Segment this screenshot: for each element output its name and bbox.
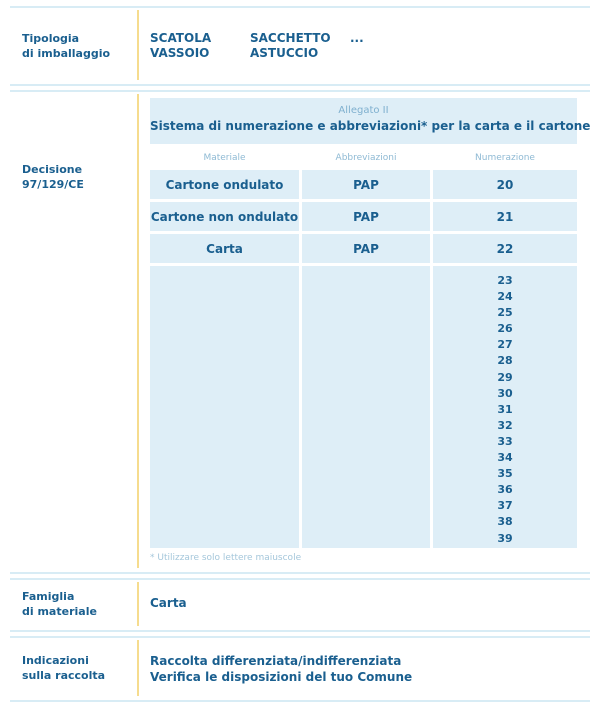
abbreviation-cell: PAP	[302, 170, 430, 199]
row-divider	[10, 636, 590, 638]
number-item: 23	[497, 274, 513, 287]
number-item: 39	[497, 531, 513, 545]
number-cell: 21	[433, 202, 577, 231]
number-item: 25	[497, 306, 513, 320]
number-item: 30	[497, 386, 513, 400]
tipologia-label: Tipologia di imballaggio	[22, 32, 111, 60]
material-cell: Cartone ondulato	[150, 170, 299, 199]
column-divider	[137, 10, 139, 80]
abbreviation-cell: PAP	[302, 202, 430, 231]
column-divider	[137, 582, 139, 626]
column-header-abbreviazioni: Abbreviazioni	[335, 153, 397, 163]
packaging-type-more: ...	[350, 31, 364, 45]
number-item: 36	[497, 483, 513, 497]
number-item: 38	[497, 515, 513, 529]
column-header-materiale: Materiale	[203, 153, 246, 163]
number-cell: 22	[433, 234, 577, 263]
number-cell: 20	[433, 170, 577, 199]
row-divider	[10, 630, 590, 632]
table-title: Sistema di numerazione e abbreviazioni* per la carta e il cartone	[150, 119, 591, 133]
abbreviation-cell-empty	[302, 266, 430, 548]
famiglia-label: Famiglia di materiale	[22, 590, 97, 618]
row-divider	[10, 572, 590, 574]
column-divider	[137, 640, 139, 696]
number-item: 35	[497, 467, 513, 481]
number-item: 28	[497, 354, 513, 368]
numbers-cell	[433, 266, 577, 548]
material-cell: Cartone non ondulato	[150, 202, 299, 231]
column-divider	[137, 94, 139, 568]
row-divider	[10, 578, 590, 580]
packaging-type-vassoio: VASSOIO	[150, 46, 210, 60]
material-cell: Carta	[150, 234, 299, 263]
row-divider	[10, 90, 590, 92]
number-item: 37	[497, 499, 513, 513]
row-divider	[10, 6, 590, 8]
number-item: 26	[497, 322, 513, 336]
collection-info: Raccolta differenziata/indifferenziata Verifica le disposizioni del tuo Comune	[150, 654, 413, 684]
number-item: 34	[497, 451, 513, 465]
allegato-label: Allegato II	[338, 105, 389, 116]
footnote: * Utilizzare solo lettere maiuscole	[150, 553, 302, 563]
number-item: 31	[497, 402, 513, 416]
material-family-value: Carta	[150, 596, 187, 610]
table-title-box	[150, 98, 591, 144]
row-divider	[10, 84, 590, 86]
abbreviation-cell: PAP	[302, 234, 430, 263]
packaging-type-sacchetto: SACCHETTO	[250, 31, 331, 45]
number-item: 33	[497, 434, 513, 448]
packaging-type-scatola: SCATOLA	[150, 31, 212, 45]
number-item: 29	[497, 370, 513, 384]
number-item: 24	[497, 290, 513, 304]
decisione-label: Decisione 97/129/CE	[22, 163, 84, 191]
material-cell-empty	[150, 266, 299, 548]
indicazioni-label: Indicazioni sulla raccolta	[22, 654, 106, 682]
packaging-type-astuccio: ASTUCCIO	[250, 46, 319, 60]
number-item: 32	[497, 418, 513, 432]
row-divider	[10, 700, 590, 702]
column-header-numerazione: Numerazione	[475, 153, 535, 163]
numbers-list	[433, 273, 577, 547]
number-item: 27	[497, 338, 513, 352]
